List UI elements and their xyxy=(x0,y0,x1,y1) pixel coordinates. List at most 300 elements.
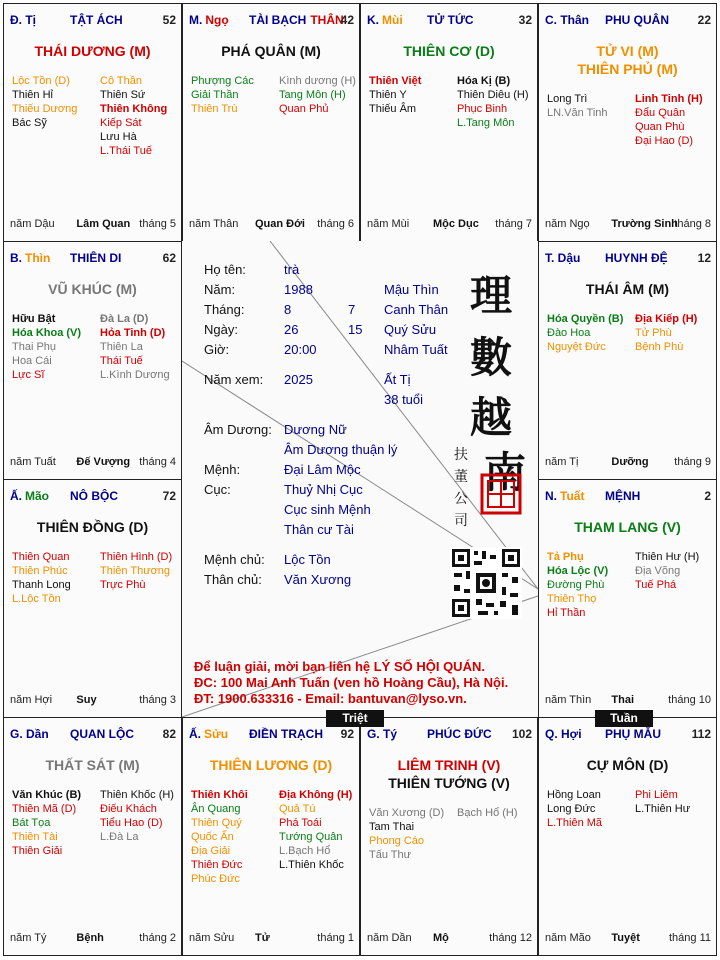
am-duong-value: Dương Nữ xyxy=(284,422,347,437)
gio-label: Giờ: xyxy=(204,342,230,357)
palace-header xyxy=(10,489,176,505)
minor-star: L.Tang Môn xyxy=(457,117,515,129)
palace-name: TẬT ÁCH xyxy=(70,13,123,27)
palace-header xyxy=(545,13,711,29)
minor-star: Phúc Đức xyxy=(191,873,240,885)
main-stars xyxy=(4,280,181,298)
minor-star: Quan Phủ xyxy=(279,103,329,115)
palace-month: tháng 1 xyxy=(317,932,354,944)
tuan-tag: Tuần xyxy=(595,710,653,727)
main-stars xyxy=(539,42,716,78)
palace-mui[interactable] xyxy=(360,3,538,242)
palace-truong-sinh: Đế Vượng xyxy=(76,456,131,468)
palace-year: năm Mùi xyxy=(367,218,410,230)
minor-star: Giải Thần xyxy=(191,89,239,101)
main-star: THIÊN CƠ (D) xyxy=(403,43,495,59)
menh-chu-value: Lộc Tồn xyxy=(284,552,331,567)
main-stars xyxy=(4,518,181,536)
main-star: LIÊM TRINH (V) xyxy=(397,757,501,773)
minor-stars-right xyxy=(100,788,182,844)
minor-stars-left xyxy=(369,806,459,862)
minor-star: Linh Tinh (H) xyxy=(635,93,703,105)
minor-stars-right xyxy=(100,74,182,158)
palace-footer xyxy=(367,932,532,946)
palace-month: tháng 2 xyxy=(139,932,176,944)
palace-branch: K. xyxy=(367,13,379,27)
palace-truong-sinh: Dưỡng xyxy=(611,456,649,468)
palace-dai-han: 62 xyxy=(162,251,176,265)
minor-star: Quốc Ấn xyxy=(191,831,234,843)
minor-star: Đường Phù xyxy=(547,579,605,591)
seal-char-1: 扶 xyxy=(454,447,468,463)
palace-name: THIÊN DI xyxy=(70,251,122,265)
palace-branch-element: Mão xyxy=(25,489,49,503)
calligraphy-char-1: 理 xyxy=(469,271,512,320)
minor-stars-left xyxy=(191,788,281,886)
minor-star: Lộc Tồn (D) xyxy=(12,75,70,87)
nam-xem-value: 2025 xyxy=(284,372,313,387)
minor-star: Kình dương (H) xyxy=(279,75,356,87)
palace-name: NÔ BỘC xyxy=(70,489,118,503)
seal-char-2: 董 xyxy=(454,469,468,485)
palace-truong-sinh: Bệnh xyxy=(76,932,104,944)
palace-truong-sinh: Thai xyxy=(611,694,635,706)
palace-name: ĐIỀN TRẠCH xyxy=(249,727,323,741)
minor-star: Lưu Hà xyxy=(100,131,137,143)
main-star: VŨ KHÚC (M) xyxy=(48,281,137,297)
palace-branch-element: Ngọ xyxy=(205,13,229,27)
palace-month: tháng 3 xyxy=(139,694,176,706)
main-star: PHÁ QUÂN (M) xyxy=(221,43,321,59)
minor-star: L.Thiên Hư xyxy=(635,803,691,815)
palace-branch: Ấ. xyxy=(10,489,22,503)
palace-name: PHỤ MẪU xyxy=(605,727,661,741)
palace-header xyxy=(545,251,711,267)
nam-label: Năm: xyxy=(204,282,236,297)
minor-stars-left xyxy=(12,74,102,130)
palace-header xyxy=(10,727,176,743)
gio-can-chi: Nhâm Tuất xyxy=(384,342,448,357)
minor-star: L.Thiên Khốc xyxy=(279,859,344,871)
minor-stars-right xyxy=(457,806,538,820)
main-star: THIÊN PHỦ (M) xyxy=(577,61,678,77)
menh-chu-label: Mệnh chủ: xyxy=(204,552,265,567)
minor-stars-left xyxy=(547,788,637,830)
ngay-duong: 26 xyxy=(284,322,299,337)
main-star: THIÊN ĐỒNG (D) xyxy=(36,519,149,535)
minor-stars-left xyxy=(12,312,102,382)
minor-star: Lực Sĩ xyxy=(12,369,45,381)
minor-star: Thai Phụ xyxy=(12,341,57,353)
minor-star: Thiên Tài xyxy=(12,831,58,843)
palace-month: tháng 4 xyxy=(139,456,176,468)
palace-thin[interactable] xyxy=(3,241,182,480)
palace-dai-han: 112 xyxy=(691,727,711,741)
minor-star: Đào Hoa xyxy=(547,327,591,339)
palace-header xyxy=(10,13,176,29)
palace-truong-sinh: Quan Đới xyxy=(255,218,305,230)
palace-dai-han: 72 xyxy=(162,489,176,503)
palace-footer xyxy=(545,932,711,946)
main-star: THIÊN LƯƠNG (D) xyxy=(209,757,333,773)
palace-footer xyxy=(189,932,354,946)
palace-branch-element: Mùi xyxy=(382,13,403,27)
minor-star: Thiên Hư (H) xyxy=(635,551,700,563)
minor-star: Đẩu Quân xyxy=(635,107,686,119)
palace-header xyxy=(545,727,711,743)
minor-star: Hữu Bật xyxy=(12,313,56,325)
palace-year: năm Mão xyxy=(545,932,591,944)
minor-stars-left xyxy=(547,312,637,354)
minor-star: Thiên Thương xyxy=(100,565,171,577)
calligraphy-char-4: 南 xyxy=(483,448,526,497)
minor-star: Thiên Diêu (H) xyxy=(457,89,529,101)
minor-star: Hóa Kị (B) xyxy=(457,75,511,87)
palace-name: TỬ TỨC xyxy=(427,13,474,27)
palace-branch-element: Thìn xyxy=(25,251,51,265)
main-stars xyxy=(4,42,181,60)
minor-star: Thiếu Dương xyxy=(12,103,78,115)
thang-label: Tháng: xyxy=(204,302,245,317)
minor-star: Bác Sỹ xyxy=(12,117,47,129)
palace-ngo[interactable] xyxy=(182,3,360,242)
minor-star: Thiên Không xyxy=(100,103,168,115)
minor-star: Phượng Các xyxy=(191,75,254,87)
main-star: THẤT SÁT (M) xyxy=(45,757,140,773)
palace-dai-han: 82 xyxy=(162,727,176,741)
palace-month: tháng 6 xyxy=(317,218,354,230)
minor-star: Thiên Thọ xyxy=(547,593,597,605)
minor-stars-right xyxy=(457,74,538,130)
main-star: TỬ VI (M) xyxy=(596,43,659,59)
am-duong-label: Âm Dương: xyxy=(204,422,272,437)
palace-header xyxy=(189,13,354,29)
palace-month: tháng 12 xyxy=(489,932,532,944)
palace-truong-sinh: Trường Sinh xyxy=(611,218,678,230)
cuc-note-1: Cục sinh Mệnh xyxy=(284,502,371,517)
palace-dai-han: 22 xyxy=(697,13,711,27)
center-info-panel xyxy=(182,241,538,717)
minor-star: Thiên Giải xyxy=(12,845,63,857)
palace-year: năm Tị xyxy=(545,456,579,468)
minor-star: Ân Quang xyxy=(191,803,241,815)
minor-star: L.Kình Dương xyxy=(100,369,170,381)
palace-dai-han: 102 xyxy=(511,727,532,741)
minor-stars-right xyxy=(279,74,360,116)
minor-star: Phục Binh xyxy=(457,103,508,115)
palace-suu[interactable] xyxy=(182,717,360,956)
palace-dai-han: 42 xyxy=(340,13,354,27)
minor-star: L.Thái Tuế xyxy=(100,145,152,157)
minor-star: Phá Toái xyxy=(279,817,322,829)
palace-month: tháng 9 xyxy=(674,456,711,468)
minor-star: Hỏa Tinh (D) xyxy=(100,327,166,339)
palace-dai-han: 52 xyxy=(162,13,176,27)
palace-dai-han: 2 xyxy=(704,489,711,503)
palace-month: tháng 8 xyxy=(674,218,711,230)
palace-branch: M. xyxy=(189,13,203,27)
minor-star: Hóa Quyền (B) xyxy=(547,313,624,325)
minor-stars-right xyxy=(100,550,182,592)
palace-year: năm Tý xyxy=(10,932,47,944)
palace-name: QUAN LỘC xyxy=(70,727,134,741)
main-stars xyxy=(361,756,537,792)
palace-year: năm Thân xyxy=(189,218,239,230)
main-stars xyxy=(183,42,359,60)
cuc-note-2: Thân cư Tài xyxy=(284,522,354,537)
minor-star: Hóa Khoa (V) xyxy=(12,327,82,339)
cuc-value: Thuỷ Nhị Cục xyxy=(284,482,363,497)
minor-star: Thiên Quan xyxy=(12,551,70,563)
contact-line-2: ĐC: 100 Mai Anh Tuấn (ven hồ Hoàng Cầu), Hà Nội. xyxy=(194,675,509,690)
minor-star: Thiên Sứ xyxy=(100,89,146,101)
minor-star: Thiếu Âm xyxy=(369,103,417,115)
palace-name: PHU QUÂN xyxy=(605,13,670,27)
main-stars xyxy=(183,756,359,774)
palace-month: tháng 5 xyxy=(139,218,176,230)
palace-month: tháng 11 xyxy=(668,932,711,944)
main-star: THAM LANG (V) xyxy=(574,519,681,535)
minor-star: Bát Tọa xyxy=(12,817,51,829)
palace-year: năm Hợi xyxy=(10,694,53,706)
main-stars xyxy=(539,518,716,536)
palace-footer xyxy=(189,218,354,232)
palace-footer xyxy=(10,932,176,946)
than-chu-value: Văn Xương xyxy=(284,572,352,587)
palace-than-marker: THÂN xyxy=(310,13,344,27)
minor-star: Cô Thần xyxy=(100,75,142,87)
minor-star: Địa Võng xyxy=(635,565,681,577)
palace-month: tháng 7 xyxy=(495,218,532,230)
palace-dau[interactable] xyxy=(538,241,717,480)
palace-header xyxy=(367,727,532,743)
ngay-am: 15 xyxy=(348,322,363,337)
palace-dai-han: 92 xyxy=(340,727,354,741)
minor-star: Văn Xương (D) xyxy=(369,807,445,819)
minor-star: Thiên Phúc xyxy=(12,565,68,577)
palace-than[interactable] xyxy=(538,3,717,242)
than-chu-label: Thân chủ: xyxy=(204,572,262,587)
palace-month: tháng 10 xyxy=(668,694,711,706)
minor-star: L.Bạch Hổ xyxy=(279,845,331,857)
minor-star: Hóa Lộc (V) xyxy=(547,565,609,577)
main-star: THÁI DƯƠNG (M) xyxy=(34,43,151,59)
calligraphy-char-3: 越 xyxy=(469,393,512,442)
minor-star: Thiên Mã (D) xyxy=(12,803,77,815)
red-seal-stamp xyxy=(480,473,522,515)
thang-duong: 8 xyxy=(284,302,292,317)
nam-value: 1988 xyxy=(284,282,313,297)
minor-star: Thiên Trù xyxy=(191,103,238,115)
palace-branch-element: Sửu xyxy=(204,727,229,741)
minor-star: Trực Phù xyxy=(100,579,146,591)
palace-branch: C. Thân xyxy=(545,13,589,27)
palace-footer xyxy=(10,694,176,708)
palace-footer xyxy=(10,218,176,232)
main-star: THIÊN TƯỚNG (V) xyxy=(388,775,510,791)
palace-branch: Ấ. xyxy=(189,727,201,741)
palace-truong-sinh: Mộ xyxy=(433,932,449,944)
ho-ten-value: trà xyxy=(284,262,300,277)
palace-name: MỆNH xyxy=(605,489,641,503)
minor-stars-left xyxy=(547,92,637,120)
minor-star: Nguyệt Đức xyxy=(547,341,606,353)
palace-footer xyxy=(545,694,711,708)
minor-star: Thiên Khốc (H) xyxy=(100,789,174,801)
main-stars xyxy=(4,756,181,774)
minor-star: Bệnh Phù xyxy=(635,341,684,353)
tuoi-value: 38 tuổi xyxy=(384,392,424,407)
palace-truong-sinh: Suy xyxy=(76,694,97,706)
qr-code[interactable] xyxy=(450,547,522,619)
minor-star: Quan Phù xyxy=(635,121,685,133)
minor-star: Kiếp Sát xyxy=(100,117,142,129)
thang-am: 7 xyxy=(348,302,356,317)
contact-line-3: ĐT: 1900.633316 - Email: bantuvan@lyso.vn. xyxy=(194,691,467,706)
palace-year: năm Dần xyxy=(367,932,412,944)
minor-star: Hồng Loan xyxy=(547,789,601,801)
palace-tuat[interactable] xyxy=(538,479,717,718)
palace-year: năm Dậu xyxy=(10,218,55,230)
nam-xem-can-chi: Ất Tị xyxy=(384,372,411,387)
palace-year: năm Ngọ xyxy=(545,218,590,230)
minor-star: Thiên La xyxy=(100,341,143,353)
minor-star: Đại Hao (D) xyxy=(635,135,694,147)
minor-stars-right xyxy=(635,312,717,354)
minor-star: Thanh Long xyxy=(12,579,71,591)
minor-star: Tả Phụ xyxy=(547,551,584,563)
ngay-label: Ngày: xyxy=(204,322,238,337)
palace-footer xyxy=(367,218,532,232)
minor-star: Thiên Việt xyxy=(369,75,422,87)
palace-header xyxy=(367,13,532,29)
palace-name: HUYNH ĐỆ xyxy=(605,251,668,265)
ho-ten-label: Họ tên: xyxy=(204,262,246,277)
minor-star: Thiên Hỉ xyxy=(12,89,53,101)
nam-can-chi: Mậu Thìn xyxy=(384,282,439,297)
palace-truong-sinh: Tuyệt xyxy=(611,932,640,944)
palace-branch: T. Dậu xyxy=(545,251,581,265)
minor-stars-right xyxy=(635,550,717,592)
calligraphy-char-2: 數 xyxy=(469,333,512,382)
minor-star: Phi Liêm xyxy=(635,789,678,801)
minor-stars-left xyxy=(12,550,102,606)
palace-header xyxy=(545,489,711,505)
palace-year: năm Tuất xyxy=(10,456,56,468)
palace-dan[interactable] xyxy=(3,717,182,956)
palace-header xyxy=(189,727,354,743)
minor-star: Quả Tú xyxy=(279,803,316,815)
minor-star: Phong Cáo xyxy=(369,835,425,847)
minor-star: Tấu Thư xyxy=(369,849,412,861)
palace-truong-sinh: Lâm Quan xyxy=(76,218,131,230)
minor-stars-left xyxy=(369,74,459,116)
palace-branch: Đ. Tị xyxy=(10,13,36,27)
minor-star: Tướng Quân xyxy=(279,831,343,843)
cuc-label: Cục: xyxy=(204,482,231,497)
minor-star: Thiên Hình (D) xyxy=(100,551,173,563)
minor-star: L.Thiên Mã xyxy=(547,817,603,829)
minor-stars-left xyxy=(191,74,281,116)
minor-star: L.Lộc Tồn xyxy=(12,593,61,605)
palace-mao[interactable] xyxy=(3,479,182,718)
minor-star: Hỉ Thần xyxy=(547,607,586,619)
palace-year: năm Sửu xyxy=(189,932,235,944)
minor-star: Bạch Hổ (H) xyxy=(457,807,518,819)
ngay-can-chi: Quý Sửu xyxy=(384,322,437,337)
palace-header xyxy=(10,251,176,267)
minor-star: Long Trì xyxy=(547,93,588,105)
main-star: CỰ MÔN (D) xyxy=(586,757,669,773)
contact-line-1: Để luận giải, mời bạn liên hệ LÝ SỐ HỘI QUÁN. xyxy=(194,659,485,674)
main-stars xyxy=(539,280,716,298)
palace-truong-sinh: Tử xyxy=(255,932,270,944)
minor-stars-right xyxy=(100,312,182,382)
palace-truong-sinh: Mộc Dục xyxy=(433,218,479,230)
minor-star: Tam Thai xyxy=(369,821,415,833)
palace-branch: Q. Hợi xyxy=(545,727,582,741)
palace-footer xyxy=(545,218,711,232)
palace-branch: B. xyxy=(10,251,22,265)
seal-char-4: 司 xyxy=(454,513,468,529)
palace-footer xyxy=(545,456,711,470)
minor-star: Tuế Phá xyxy=(635,579,677,591)
minor-stars-left xyxy=(12,788,102,858)
minor-stars-left xyxy=(547,550,637,620)
minor-star: Địa Kiếp (H) xyxy=(635,313,698,325)
minor-star: LN.Văn Tinh xyxy=(547,107,608,119)
palace-name: TÀI BẠCH xyxy=(249,13,307,27)
main-stars xyxy=(361,42,537,60)
minor-star: Thiên Y xyxy=(369,89,407,101)
palace-footer xyxy=(10,456,176,470)
minor-star: Thiên Quý xyxy=(191,817,242,829)
palace-ti[interactable] xyxy=(360,717,538,956)
palace-hoi[interactable] xyxy=(538,717,717,956)
nam-xem-label: Năm xem: xyxy=(204,372,264,387)
gio-value: 20:00 xyxy=(284,342,317,357)
palace-branch: N. xyxy=(545,489,557,503)
minor-star: Thiên Đức xyxy=(191,859,243,871)
palace-dai-han: 32 xyxy=(518,13,532,27)
palace-ty[interactable] xyxy=(3,3,182,242)
menh-value: Đại Lâm Mộc xyxy=(284,462,361,477)
minor-star: Tử Phù xyxy=(635,327,672,339)
palace-name: PHÚC ĐỨC xyxy=(427,727,492,741)
am-duong-note: Âm Dương thuận lý xyxy=(284,442,398,457)
triet-tag: Triệt xyxy=(326,710,384,727)
palace-branch-element: Tuất xyxy=(560,489,585,503)
menh-label: Mệnh: xyxy=(204,462,241,477)
palace-branch: G. Dần xyxy=(10,727,49,741)
minor-star: Hoa Cái xyxy=(12,355,52,367)
minor-star: Văn Khúc (B) xyxy=(12,789,82,801)
main-stars xyxy=(539,756,716,774)
minor-star: Thiên Khôi xyxy=(191,789,248,801)
minor-star: Địa Giải xyxy=(191,845,231,857)
minor-star: Long Đức xyxy=(547,803,596,815)
minor-stars-right xyxy=(279,788,360,872)
minor-star: L.Đà La xyxy=(100,831,139,843)
main-star: THÁI ÂM (M) xyxy=(585,281,670,297)
palace-branch: G. Tý xyxy=(367,727,398,741)
minor-star: Tiểu Hao (D) xyxy=(100,817,163,829)
minor-stars-right xyxy=(635,788,717,816)
minor-star: Thái Tuế xyxy=(100,355,143,367)
minor-star: Đà La (D) xyxy=(100,313,149,325)
seal-char-3: 公 xyxy=(454,491,468,507)
thang-can-chi: Canh Thân xyxy=(384,302,449,317)
